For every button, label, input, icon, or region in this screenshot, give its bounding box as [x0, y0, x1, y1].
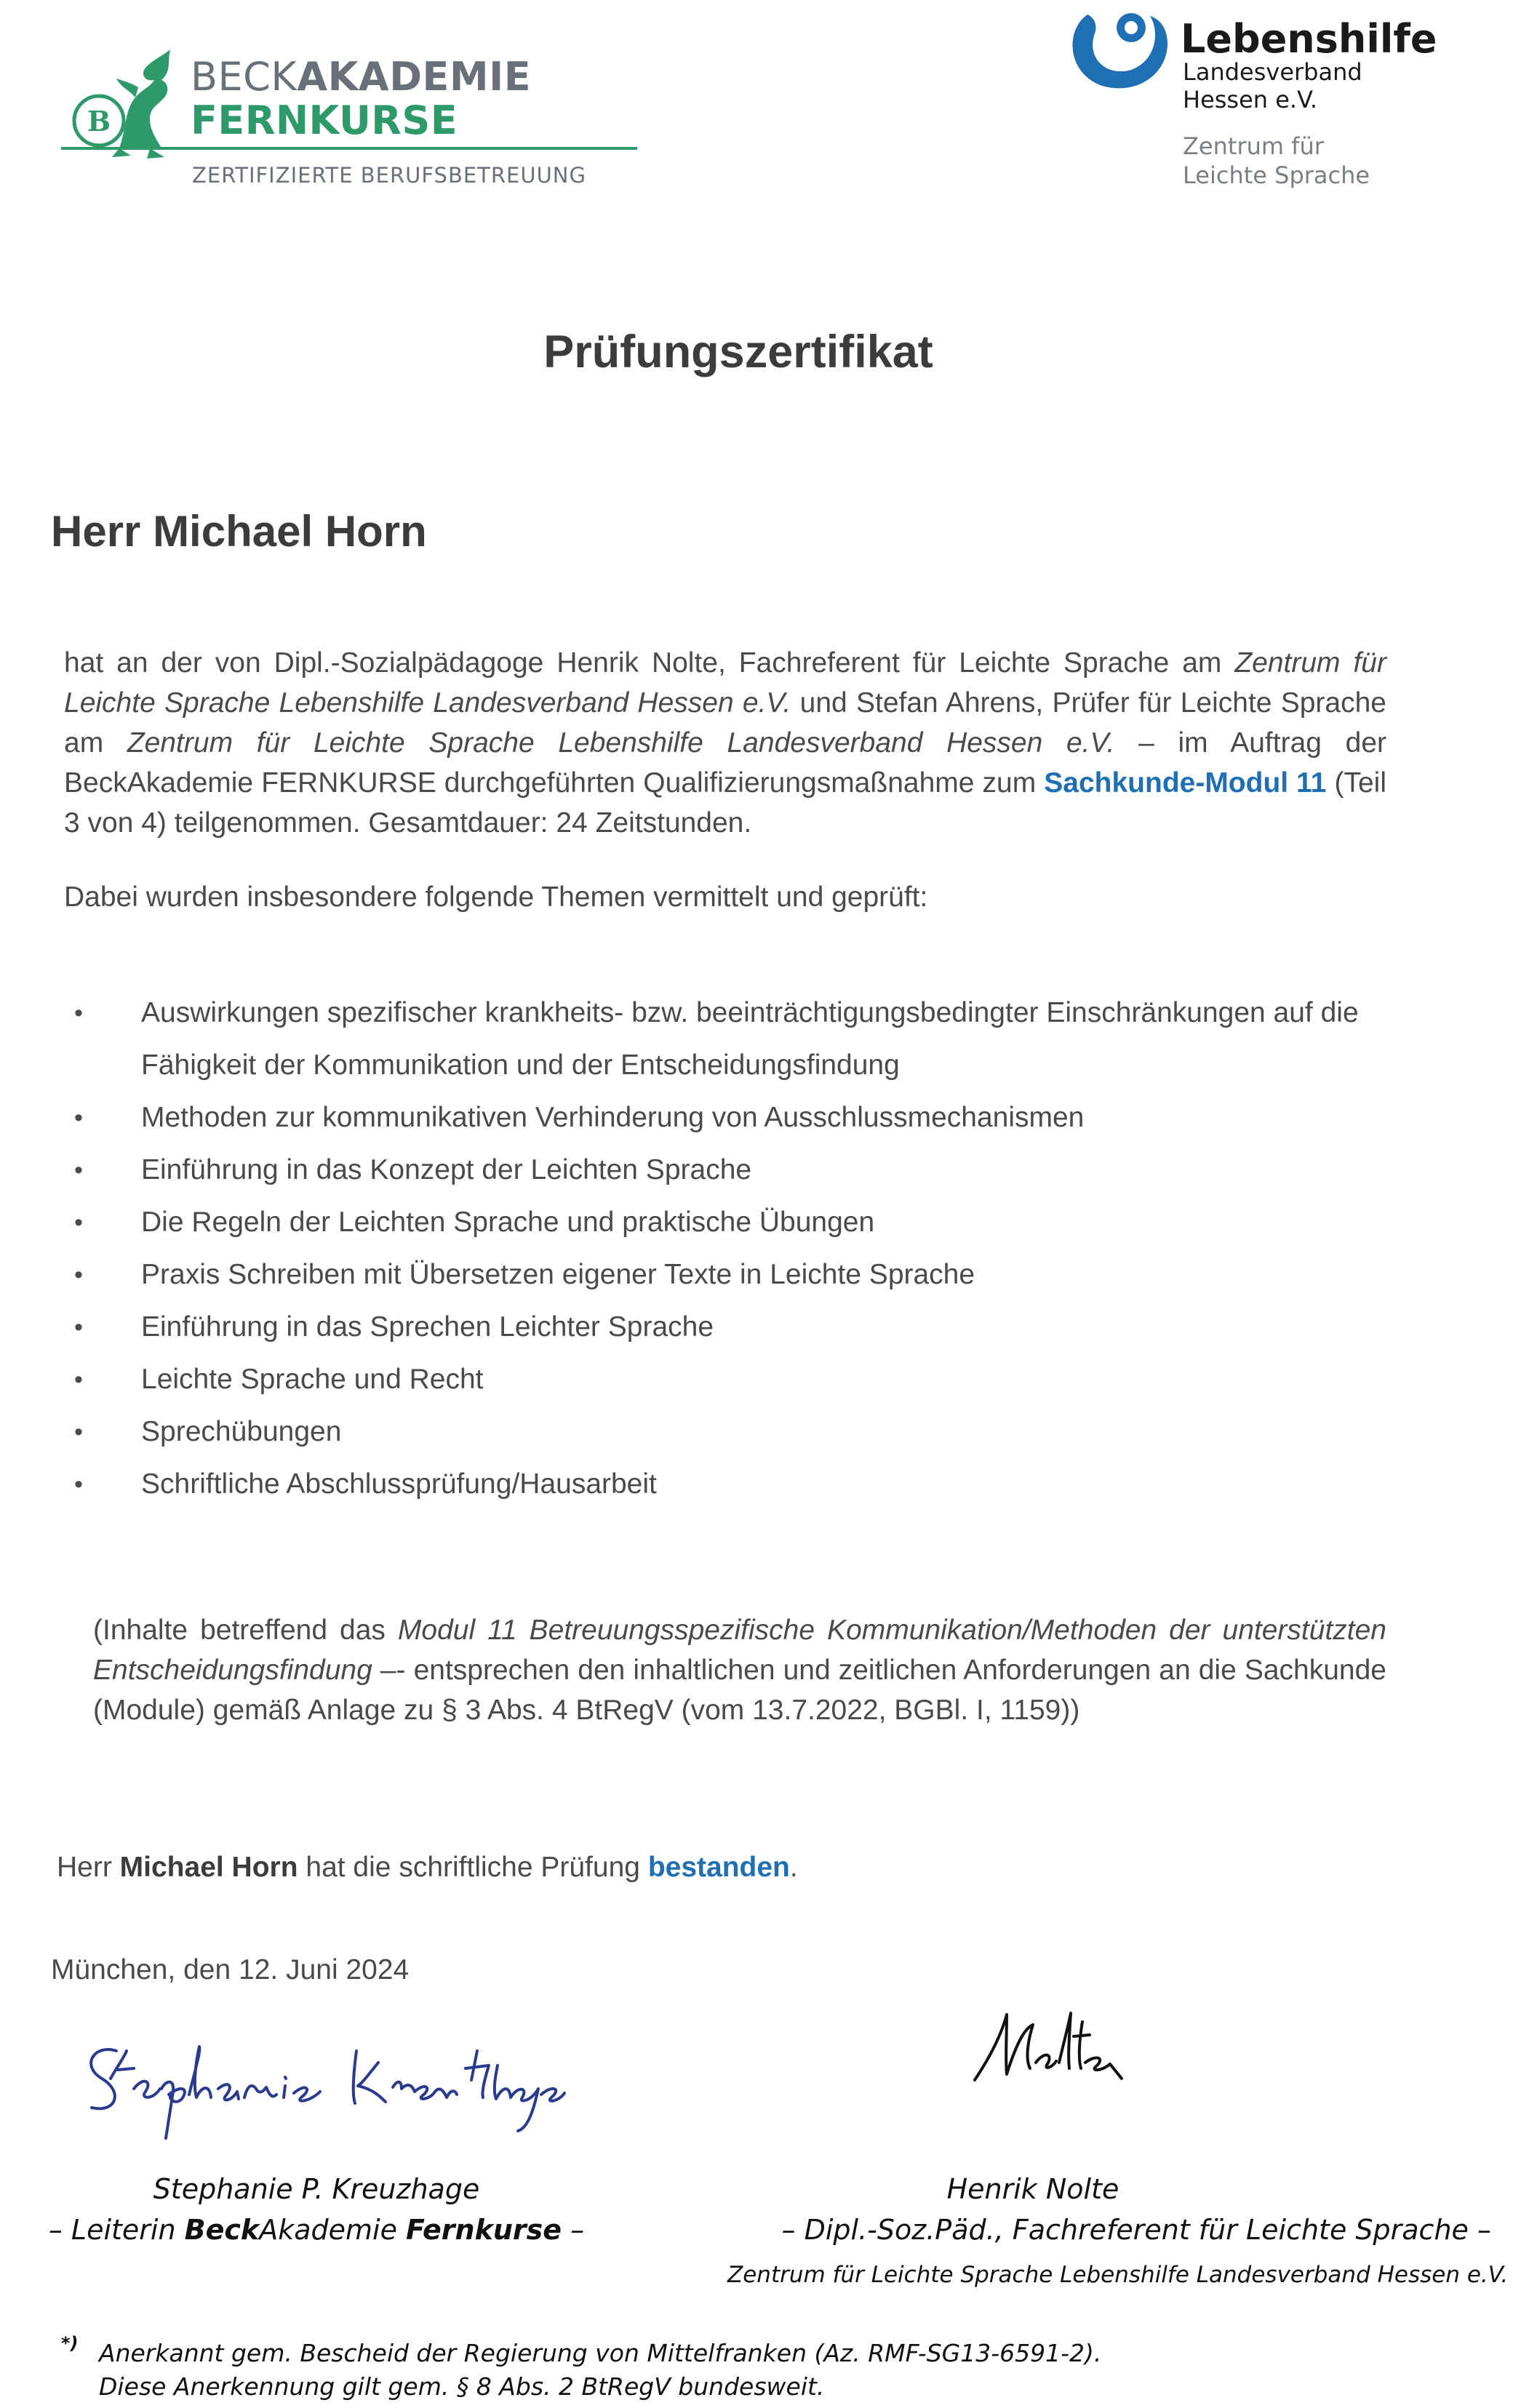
footnote-mark: *)	[61, 2333, 79, 2353]
list-item: • Auswirkungen spezifischer krankheits- bzw. beeinträchtigungsbedingter Einschränkungen auf die Fähigkeit der Kommunikation und der Entscheidungsfindung	[65, 987, 1448, 1092]
beck-logo-tagline: ZERTIFIZIERTE BERUFSBETREUUNG	[192, 163, 586, 188]
signer2-organization: Zentrum für Leichte Sprache Lebenshilfe Landesverband Hessen e.V.	[727, 2262, 1509, 2288]
topics-intro: Dabei wurden insbesondere folgende Themen vermittelt und geprüft:	[64, 881, 928, 913]
lebenshilfe-logo	[1058, 0, 1509, 211]
recipient-name: Herr Michael Horn	[51, 507, 427, 556]
griffin-emblem-icon	[68, 39, 177, 163]
certificate-title: Prüfungszertifikat	[543, 327, 933, 377]
footnote-line2: Diese Anerkennung gilt gem. § 8 Abs. 2 BtRegV bundesweit.	[99, 2372, 825, 2401]
lebenshilfe-line3: Zentrum für	[1183, 132, 1324, 160]
place-date: München, den 12. Juni 2024	[51, 1954, 410, 1985]
lebenshilfe-line2: Hessen e.V.	[1183, 86, 1318, 113]
signature-kreuzhage	[73, 2022, 567, 2145]
lebenshilfe-emblem-icon	[1058, 0, 1189, 95]
beckakademie-logo	[61, 32, 643, 199]
content-note-paragraph: (Inhalte betreffend das Modul 11 Betreuungsspezifische Kommunikation/Methoden der unterstützten Entscheidungsfindung –- entsprechen den inhaltlichen und zeitlichen Anforderungen an die Sachkunde (Module) gemäß Anlage zu § 3 Abs. 4 BtRegV (vom 13.7.2022, BGBl. I, 1159))	[93, 1615, 1386, 1726]
participation-paragraph: hat an der von Dipl.-Sozialpädagoge Henrik Nolte, Fachreferent für Leichte Sprache am Zentrum für Leichte Sprache Lebenshilfe Landesverband Hessen e.V. und Stefan Ahrens, Prüfer für Leichte Sprache am Zentrum für Leichte Sprache Lebenshilfe Landesverband Hessen e.V. – im Auftrag der BeckAkademie FERNKURSE durchgeführten Qualifizierungsmaßnahme zum Sachkunde-Modul 11 (Teil 3 von 4) teilgenommen. Gesamtdauer: 24 Zeitstunden.	[64, 647, 1387, 839]
signer1-role: – Leiterin BeckAkademie Fernkurse –	[48, 2214, 585, 2246]
footnote-line1: Anerkannt gem. Bescheid der Regierung von Mittelfranken (Az. RMF-SG13-6591-2).	[99, 2339, 1102, 2367]
list-item: • Methoden zur kommunikativen Verhinderung von Ausschlussmechanismen	[65, 1092, 1448, 1144]
list-item: • Einführung in das Konzept der Leichten Sprache	[65, 1144, 1448, 1196]
topics-list	[65, 987, 1448, 1511]
list-item: • Leichte Sprache und Recht	[65, 1353, 1448, 1406]
signer2-role: – Dipl.-Soz.Päd., Fachreferent für Leichte Sprache –	[781, 2214, 1491, 2246]
beck-wordmark-line2: FERNKURSE	[191, 97, 458, 143]
lebenshilfe-line4: Leichte Sprache	[1183, 161, 1370, 189]
list-item: • Die Regeln der Leichten Sprache und praktische Übungen	[65, 1196, 1448, 1249]
module-highlight: Sachkunde-Modul 11	[1044, 767, 1327, 799]
list-item: • Praxis Schreiben mit Übersetzen eigener Texte in Leichte Sprache	[65, 1249, 1448, 1301]
signer1-name: Stephanie P. Kreuzhage	[153, 2173, 480, 2205]
exam-result: Herr Michael Horn hat die schriftliche Prüfung bestanden.	[57, 1852, 798, 1883]
svg-text:B: B	[87, 105, 111, 137]
lebenshilfe-name: Lebenshilfe	[1181, 16, 1437, 62]
signature-nolte	[960, 1993, 1135, 2102]
list-item: • Einführung in das Sprechen Leichter Sprache	[65, 1301, 1448, 1353]
lebenshilfe-line1: Landesverband	[1183, 58, 1362, 86]
list-item: • Sprechübungen	[65, 1406, 1448, 1458]
beck-wordmark-line1: BECKAKADEMIE	[191, 54, 532, 100]
signer2-name: Henrik Nolte	[946, 2173, 1119, 2205]
status-badge: bestanden	[647, 1852, 790, 1883]
list-item: • Schriftliche Abschlussprüfung/Hausarbeit	[65, 1458, 1448, 1511]
beck-logo-rule	[61, 147, 637, 150]
